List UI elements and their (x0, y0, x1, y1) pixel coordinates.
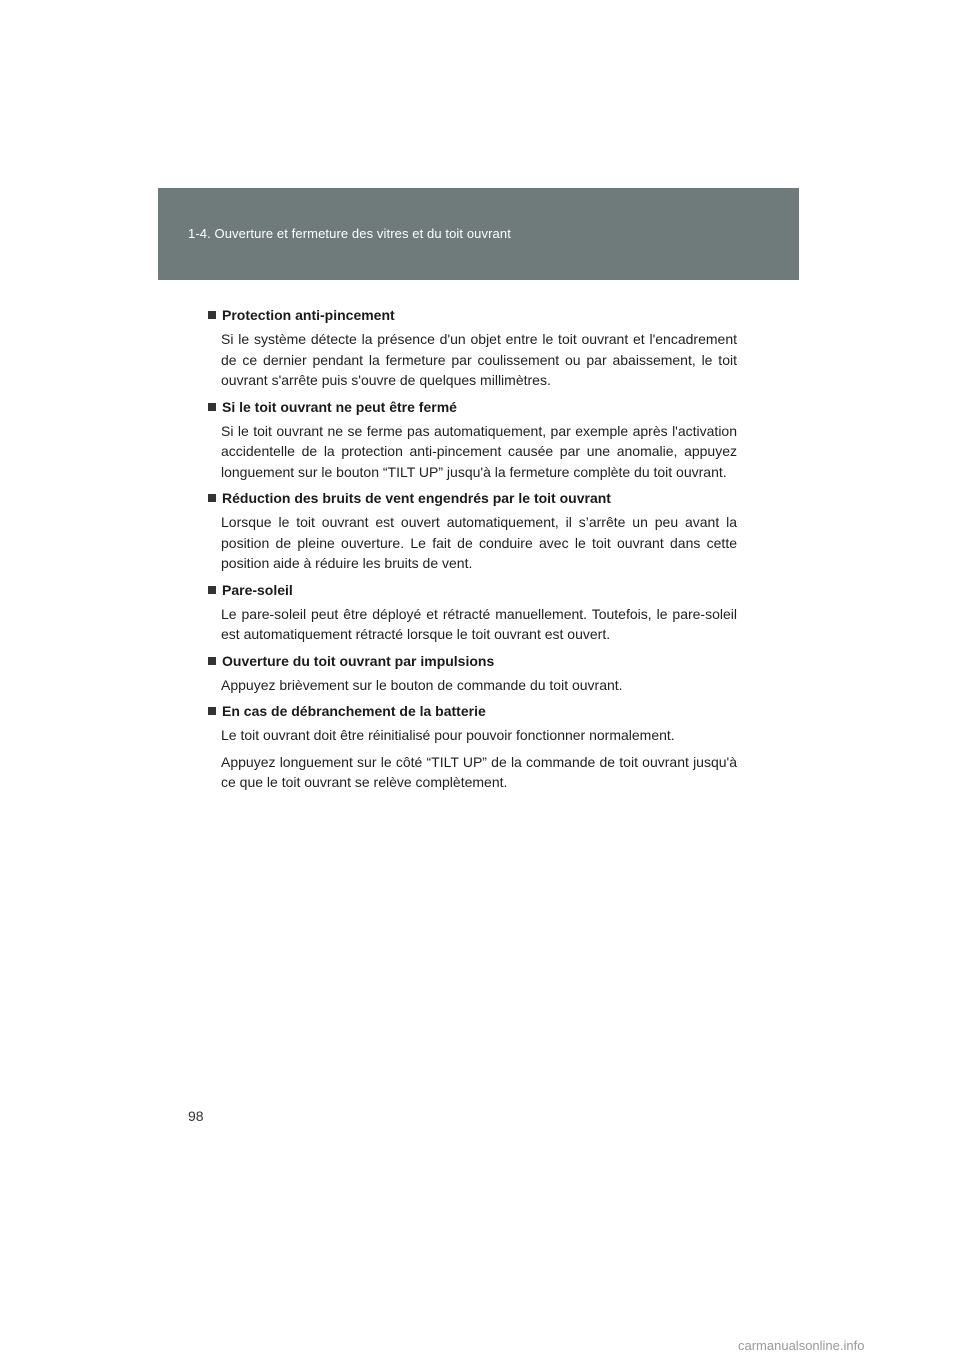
section-heading-text: Pare-soleil (222, 581, 293, 598)
square-bullet-icon (208, 707, 216, 715)
square-bullet-icon (208, 657, 216, 665)
section-impulse-opening (208, 651, 737, 696)
section-anti-pinch (208, 305, 737, 391)
section-heading-text: Réduction des bruits de vent engendrés par le toit ouvrant (222, 490, 611, 506)
section-heading (208, 651, 737, 671)
section-paragraph: Si le toit ouvrant ne se ferme pas automatiquement, par exemple après l'activation accidentelle de la protection anti-pincement causée par une anomalie, appuyez longuement sur le bouton “TILT UP” jusqu'à la fermeture complète du toit ouvrant. (221, 422, 737, 480)
section-heading-text: Protection anti-pincement (222, 307, 395, 323)
chapter-header-band (158, 188, 799, 280)
page-content (208, 305, 737, 799)
page-number: 98 (188, 1108, 204, 1124)
square-bullet-icon (208, 494, 216, 502)
section-heading-text: Si le toit ouvrant ne peut être fermé (222, 398, 457, 415)
square-bullet-icon (208, 403, 216, 411)
section-heading (208, 580, 737, 600)
section-paragraph: Le toit ouvrant doit être réinitialisé pour pouvoir fonctionner normalement. (221, 727, 675, 743)
section-cannot-close (208, 397, 737, 483)
section-heading-text: En cas de débranchement de la batterie (222, 703, 486, 719)
section-wind-noise (208, 488, 737, 574)
section-heading (208, 305, 737, 325)
square-bullet-icon (208, 586, 216, 594)
section-heading (208, 488, 737, 508)
section-paragraph: Le pare-soleil peut être déployé et rétracté manuellement. Toutefois, le pare-soleil est automatiquement rétracté lorsque le toit ouvrant est ouvert. (221, 605, 737, 642)
section-heading (208, 701, 737, 721)
section-heading (208, 397, 737, 417)
section-sunshade (208, 580, 737, 645)
section-paragraph: Si le système détecte la présence d'un objet entre le toit ouvrant et l'encadrement de ce dernier pendant la fermeture par coulissement ou par abaissement, le toit ouvrant s'arrête puis s'ouvre de quelques millimètres. (221, 331, 737, 388)
watermark: carmanualsonline.info (738, 1338, 865, 1353)
square-bullet-icon (208, 311, 216, 319)
section-paragraph: Lorsque le toit ouvrant est ouvert automatiquement, il s’arrête un peu avant la position de pleine ouverture. Le fait de conduire avec le toit ouvrant dans cette position aide à réduire les bruits de vent. (221, 514, 737, 571)
section-paragraph: Appuyez longuement sur le côté “TILT UP” de la commande de toit ouvrant jusqu'à ce que le toit ouvrant se relève complètement. (221, 753, 737, 790)
section-battery-disconnect (208, 701, 737, 793)
section-heading-text: Ouverture du toit ouvrant par impulsions (222, 652, 495, 669)
section-paragraph: Appuyez brièvement sur le bouton de commande du toit ouvrant. (221, 676, 623, 693)
chapter-title: 1-4. Ouverture et fermeture des vitres et du toit ouvrant (188, 226, 511, 241)
